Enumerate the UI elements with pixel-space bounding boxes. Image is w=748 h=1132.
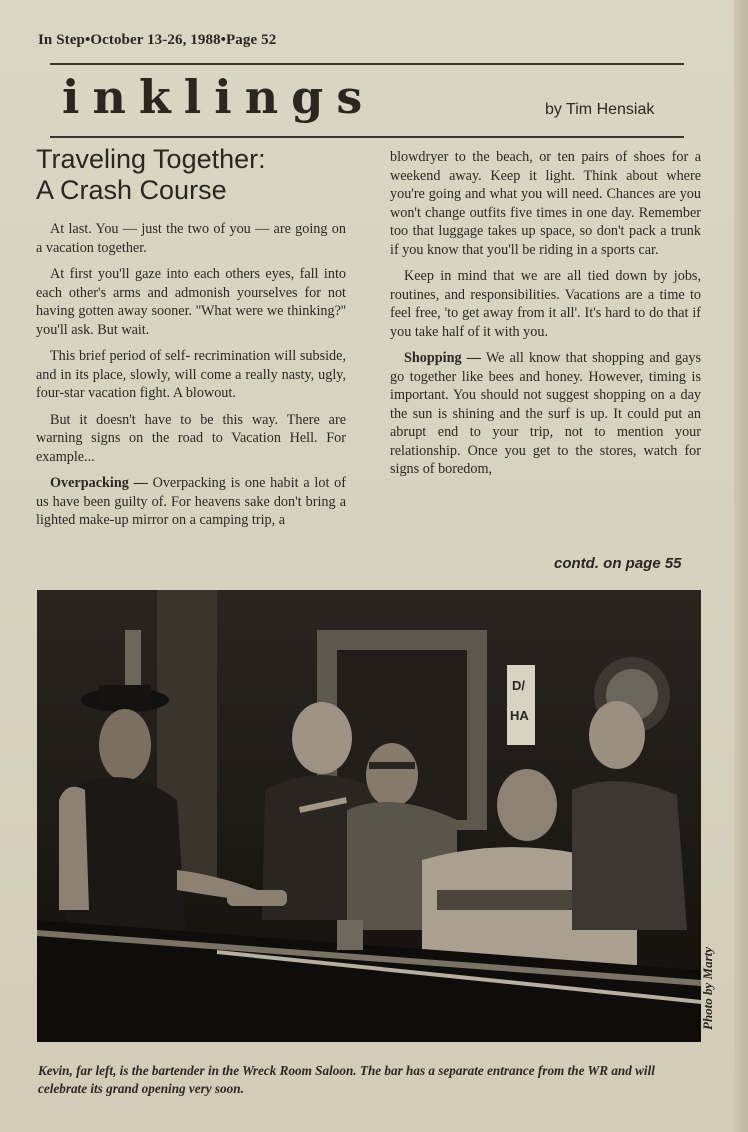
photo-credit: Photo by Marty — [700, 946, 715, 1030]
byline: by Tim Hensiak — [545, 101, 655, 118]
shopping-text: We all know that shopping and gays go together like bees and honey. However, timing is important. You should not suggest shopping on a day the sun is shining and the surf is up. It could put an abrupt end to your trip, not to mention your relationship. Once you get to the stores, watch for signs of boredom, — [390, 350, 701, 477]
page-edge — [734, 0, 748, 1132]
folio-line: In Step•October 13-26, 1988•Page 52 — [38, 32, 277, 48]
column-masthead: inklings — [62, 70, 376, 124]
paragraph: This brief period of self- recrimination will subside, and in its place, slowly, will come a really nasty, ugly, four-star vacation fight. A blowout. — [36, 348, 346, 401]
wall-sign-line-2: HA — [510, 708, 529, 723]
headline-line-2: A Crash Course — [36, 175, 227, 205]
overpacking-text: Overpacking is one habit a lot of us have been guilty of. For heavens sake don't bring a lighted make-up mirror on a camping trip, a — [36, 475, 346, 528]
bar-photo — [37, 590, 701, 1042]
continued-note: contd. on page 55 — [554, 555, 682, 572]
headline-line-1: Traveling Together: — [36, 144, 266, 174]
masthead-rule — [50, 136, 684, 138]
top-rule — [50, 63, 684, 65]
paragraph: At last. You — just the two of you — are going on a vacation together. — [36, 221, 346, 256]
photo-caption: Kevin, far left, is the bartender in the Wreck Room Saloon. The bar has a separate entrance from the WR and will celebrate its grand opening very soon. — [38, 1063, 655, 1096]
paragraph: Keep in mind that we are all tied down by jobs, routines, and responsibilities. Vacations are a time to feel free, 'to get away from it all'. It's hard to do that if you take half of it with you. — [390, 268, 701, 340]
paragraph-overpacking — [36, 474, 346, 530]
photo-illustration — [37, 590, 701, 1042]
subhead-overpacking: Overpacking — — [50, 475, 148, 491]
paragraph: At first you'll gaze into each others eyes, fall into each other's arms and admonish yourselves for not having gotten away sooner. ''What were we thinking?'' you'll ask. But wait. — [36, 266, 346, 338]
paragraph: blowdryer to the beach, or ten pairs of shoes for a weekend away. Keep it light. Think about where you're going and what you will need. Chances are you won't change outfits five times in one day. Remember too that luggage takes up space, so don't pack a trunk if you know that you'll be riding in a sports car. — [390, 149, 701, 258]
left-column — [36, 220, 346, 538]
wall-sign-line-1: D/ — [512, 678, 525, 693]
right-column — [390, 148, 701, 487]
article-headline — [36, 144, 356, 206]
subhead-shopping: Shopping — — [404, 350, 481, 366]
paragraph: But it doesn't have to be this way. There are warning signs on the road to Vacation Hell. For example... — [36, 411, 346, 465]
paragraph-shopping — [390, 349, 701, 479]
